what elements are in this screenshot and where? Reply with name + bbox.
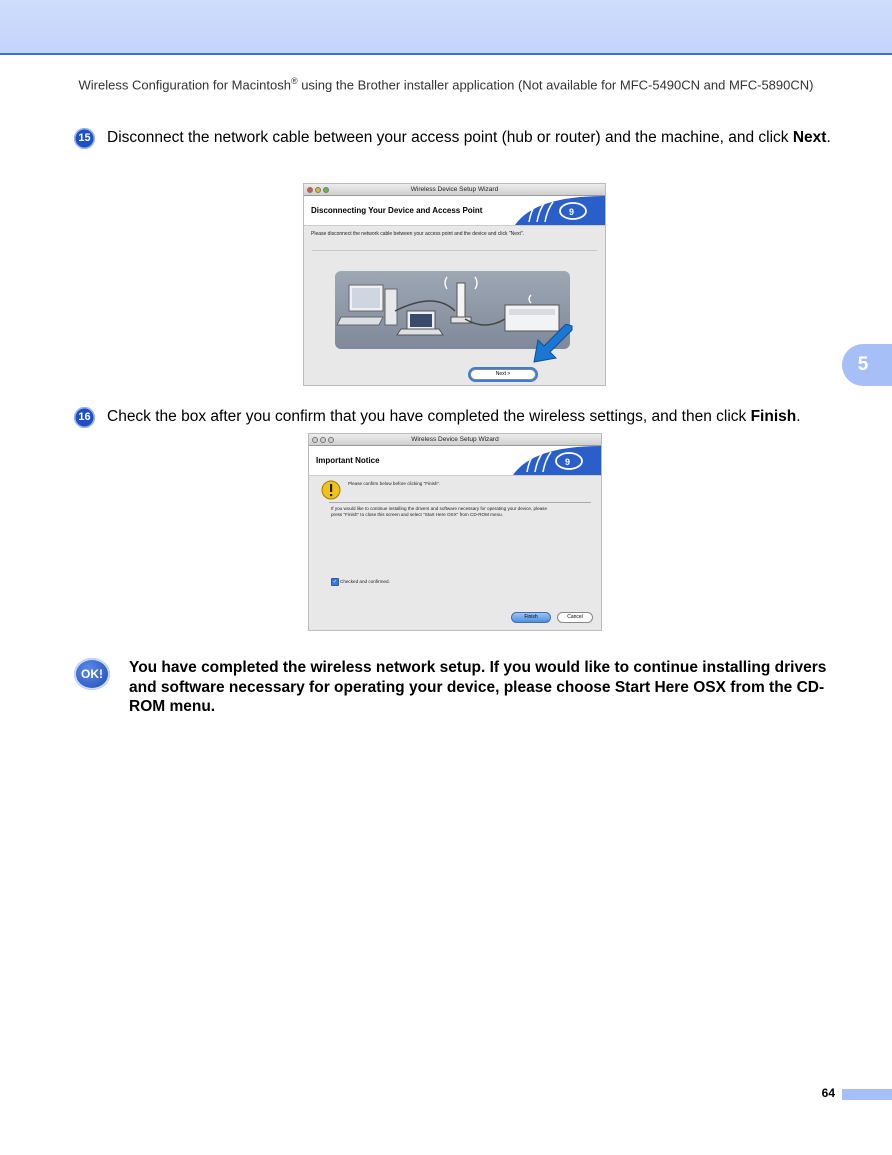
page-number-bar [842, 1089, 892, 1100]
wizard-heading: Important Notice 9 [309, 446, 601, 476]
step-number-badge: 15 [74, 128, 95, 149]
step-text: Disconnect the network cable between your access point (hub or router) and the machine, and click Next. [107, 129, 831, 146]
wizard-heading: Disconnecting Your Device and Access Point 9 [304, 196, 605, 226]
confirm-line: Please confirm below before clicking "Finish". [348, 481, 441, 486]
ok-badge-icon: OK! [74, 658, 110, 690]
step-15 [74, 128, 834, 148]
checkbox-label: Checked and confirmed. [340, 579, 390, 584]
disconnect-wizard-screenshot [303, 183, 606, 386]
window-titlebar: Wireless Device Setup Wizard [304, 184, 605, 196]
next-button[interactable]: Next > [470, 369, 536, 380]
warning-icon [321, 480, 343, 500]
notice-body: If you would like to continue installing the drivers and software necessary for operating your device, please press "Finish" to close this screen and select "Start Here OSX" from CD-ROM menu. [331, 506, 548, 517]
step-number-badge: 16 [74, 407, 95, 428]
window-titlebar: Wireless Device Setup Wizard [309, 434, 601, 446]
step-16 [74, 407, 834, 427]
confirm-checkbox[interactable]: ✓ [332, 579, 338, 585]
wireless-logo-icon [493, 446, 601, 475]
blue-arrow-icon [532, 324, 574, 366]
finish-button[interactable]: Finish [511, 612, 551, 623]
divider [312, 250, 597, 251]
chapter-tab: 5 [842, 344, 892, 386]
cancel-button[interactable]: Cancel [557, 612, 593, 623]
step-text: Check the box after you confirm that you have completed the wireless settings, and then click Finish. [107, 408, 801, 425]
running-head: Wireless Configuration for Macintosh® using the Brother installer application (Not available for MFC-5490CN and MFC-5890CN) [78, 76, 814, 93]
divider [329, 502, 591, 503]
wireless-logo-icon [495, 196, 605, 225]
ok-note-text: You have completed the wireless network setup. If you would like to continue installing drivers and software necessary for operating your device, please choose Start Here OSX from the CD-ROM menu. [129, 659, 827, 715]
page-number: 64 [821, 1086, 835, 1100]
header-band [0, 0, 892, 55]
svg-text:9: 9 [569, 207, 575, 217]
wizard-instruction: Please disconnect the network cable between your access point and the device and click "Next". [311, 231, 525, 237]
svg-text:9: 9 [565, 457, 571, 467]
important-notice-screenshot [308, 433, 602, 631]
